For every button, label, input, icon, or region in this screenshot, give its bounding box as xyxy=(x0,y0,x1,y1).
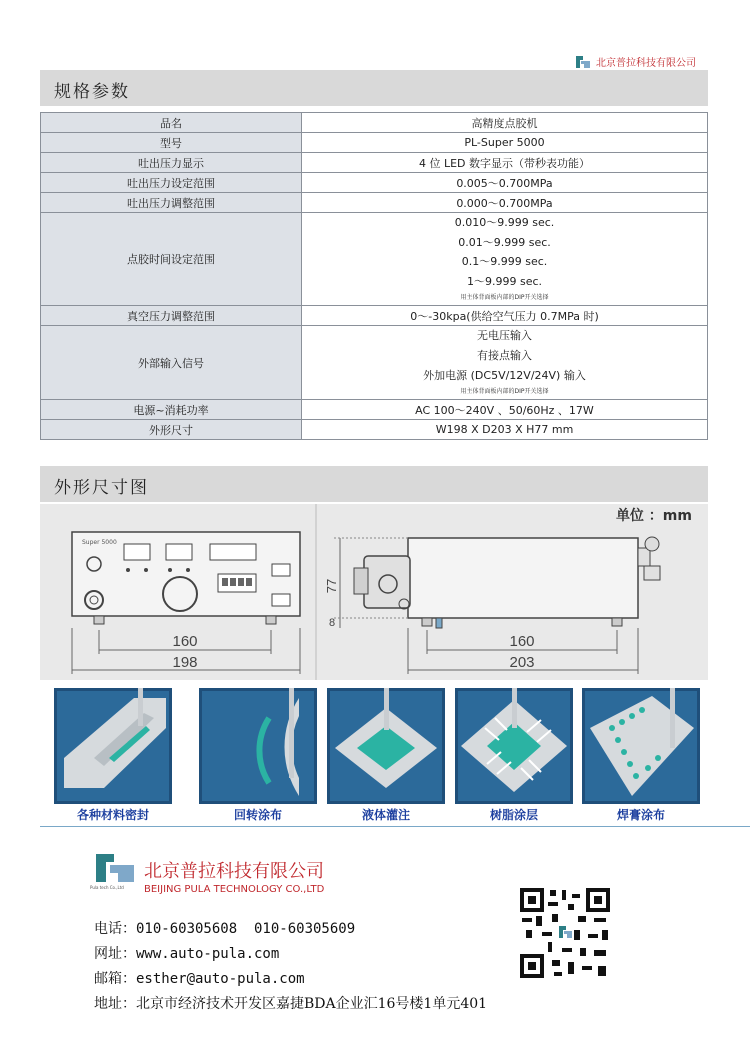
spec-value-multi xyxy=(302,213,708,306)
contact-key: 电话： xyxy=(94,921,136,937)
display-window xyxy=(124,544,150,560)
dimension-label: 8 xyxy=(328,617,336,629)
dip-switch xyxy=(222,578,228,586)
footer-company-cn: 北京普拉科技有限公司 xyxy=(144,861,324,882)
display-window xyxy=(210,544,256,560)
side-body xyxy=(408,538,638,618)
spec-value: 0.000～0.700MPa xyxy=(302,193,708,213)
side-connector xyxy=(638,548,650,566)
display-window xyxy=(166,544,192,560)
indicator-light xyxy=(168,568,172,572)
dimension-label: 77 xyxy=(324,578,339,594)
spec-value: 0～-30kpa(供给空气压力 0.7MPa 时) xyxy=(302,306,708,326)
indicator-light xyxy=(144,568,148,572)
spec-note: 用主体背面板内部的DIP开关选择 xyxy=(460,388,549,396)
rear-connector xyxy=(354,568,368,594)
footer-logo-icon xyxy=(92,852,138,886)
spec-table xyxy=(40,112,708,440)
spec-label: 品名 xyxy=(41,113,302,133)
qr-code xyxy=(518,886,612,980)
front-view xyxy=(72,532,300,674)
rear-connector xyxy=(364,556,410,608)
contact-key: 网址： xyxy=(94,946,136,962)
device-label: Super 5000 xyxy=(82,539,117,546)
company-logo-icon xyxy=(574,55,592,69)
indicator-light xyxy=(186,568,190,572)
contact-value: 010-60305608 010-60305609 xyxy=(136,921,356,937)
spec-value-line: 无电压输入 xyxy=(477,329,532,343)
dimension-label: 198 xyxy=(172,654,198,671)
contact-value: www.auto-pula.com xyxy=(136,946,280,962)
spec-value: 0.005～0.700MPa xyxy=(302,173,708,193)
dip-switch xyxy=(246,578,252,586)
seal-dispense-icon xyxy=(54,688,172,804)
spec-label: 吐出压力设定范围 xyxy=(41,173,302,193)
front-button xyxy=(272,564,290,576)
spec-value-multi xyxy=(302,326,708,400)
unit-label: 单位 ：mm xyxy=(615,508,692,524)
dims-section-title: 外形尺寸图 xyxy=(54,478,149,498)
spec-value-line: 有接点输入 xyxy=(477,348,532,362)
spec-value: PL-Super 5000 xyxy=(302,133,708,153)
table-row xyxy=(41,133,708,153)
spec-value-line: 0.010～9.999 sec. xyxy=(454,216,555,229)
side-foot xyxy=(436,618,442,628)
header-brand xyxy=(574,54,696,69)
spec-value-line: 0.1～9.999 sec. xyxy=(461,255,548,269)
front-button xyxy=(272,594,290,606)
spec-section-header xyxy=(40,70,708,106)
application-caption: 各种材料密封 xyxy=(76,808,149,822)
dimension-drawing-svg xyxy=(40,504,708,680)
dimension-label: 203 xyxy=(509,654,535,671)
spec-label: 真空压力调整范围 xyxy=(41,306,302,326)
spec-note: 用主体背面板内部的DIP开关选择 xyxy=(460,294,549,302)
spec-label: 外形尺寸 xyxy=(41,420,302,440)
contact-key: 邮箱： xyxy=(94,971,136,987)
footer-divider xyxy=(40,826,750,827)
footer-logo-text: Pula tech Co.,Ltd xyxy=(90,885,124,890)
dimension-label: 160 xyxy=(172,633,198,650)
spec-label: 外部输入信号 xyxy=(41,326,302,400)
table-row xyxy=(41,113,708,133)
table-row xyxy=(41,193,708,213)
dims-section-header xyxy=(40,466,708,502)
spec-value: AC 100～240V 、50/60Hz 、17W xyxy=(302,400,708,420)
spec-label: 电源~消耗功率 xyxy=(41,400,302,420)
contact-key: 地址： xyxy=(94,996,136,1012)
contact-address xyxy=(94,993,487,1013)
application-caption: 液体灌注 xyxy=(361,808,410,822)
table-row xyxy=(41,213,708,306)
spec-label: 点胶时间设定范围 xyxy=(41,213,302,306)
table-row xyxy=(41,153,708,173)
resin-coating-icon xyxy=(455,688,573,804)
contact-value: 北京市经济技术开发区嘉捷BDA企业汇16号楼1单元401 xyxy=(136,996,488,1012)
side-foot xyxy=(422,618,432,626)
footer-company-en: BEIJING PULA TECHNOLOGY CO.,LTD xyxy=(144,884,325,895)
table-row xyxy=(41,400,708,420)
application-caption: 回转涂布 xyxy=(233,808,282,822)
front-foot xyxy=(94,616,104,624)
spec-value-line: 0.01～9.999 sec. xyxy=(458,235,551,249)
spec-label: 型号 xyxy=(41,133,302,153)
application-caption: 树脂涂层 xyxy=(489,808,538,822)
contact-email xyxy=(94,968,305,988)
dip-switch xyxy=(230,578,236,586)
side-view xyxy=(316,504,660,680)
spec-label: 吐出压力调整范围 xyxy=(41,193,302,213)
rotary-coating-icon xyxy=(199,688,317,804)
table-row xyxy=(41,326,708,400)
dimension-label: 160 xyxy=(509,633,535,650)
front-foot xyxy=(266,616,276,624)
table-row xyxy=(41,173,708,193)
liquid-potting-icon xyxy=(327,688,445,804)
dimension-drawing xyxy=(40,504,708,680)
spec-value-line: 外加电源 (DC5V/12V/24V) 输入 xyxy=(423,368,586,382)
spec-section-title: 规格参数 xyxy=(54,82,130,102)
contact-website xyxy=(94,943,279,963)
side-knob xyxy=(645,537,659,551)
contact-value: esther@auto-pula.com xyxy=(136,971,305,987)
spec-value: 4 位 LED 数字显示（带秒表功能） xyxy=(302,153,708,173)
contact-phone xyxy=(94,918,355,938)
table-row xyxy=(41,306,708,326)
header-company-name: 北京普拉科技有限公司 xyxy=(596,58,696,69)
application-caption: 焊膏涂布 xyxy=(616,808,665,822)
side-connector xyxy=(644,566,660,580)
solder-paste-icon xyxy=(582,688,700,804)
dip-switch xyxy=(238,578,244,586)
table-row xyxy=(41,420,708,440)
side-foot xyxy=(612,618,622,626)
spec-label: 吐出压力显示 xyxy=(41,153,302,173)
spec-value-line: 1～9.999 sec. xyxy=(466,274,543,288)
spec-value: W198 X D203 X H77 mm xyxy=(302,420,708,440)
indicator-light xyxy=(126,568,130,572)
spec-value: 高精度点胶机 xyxy=(302,113,708,133)
